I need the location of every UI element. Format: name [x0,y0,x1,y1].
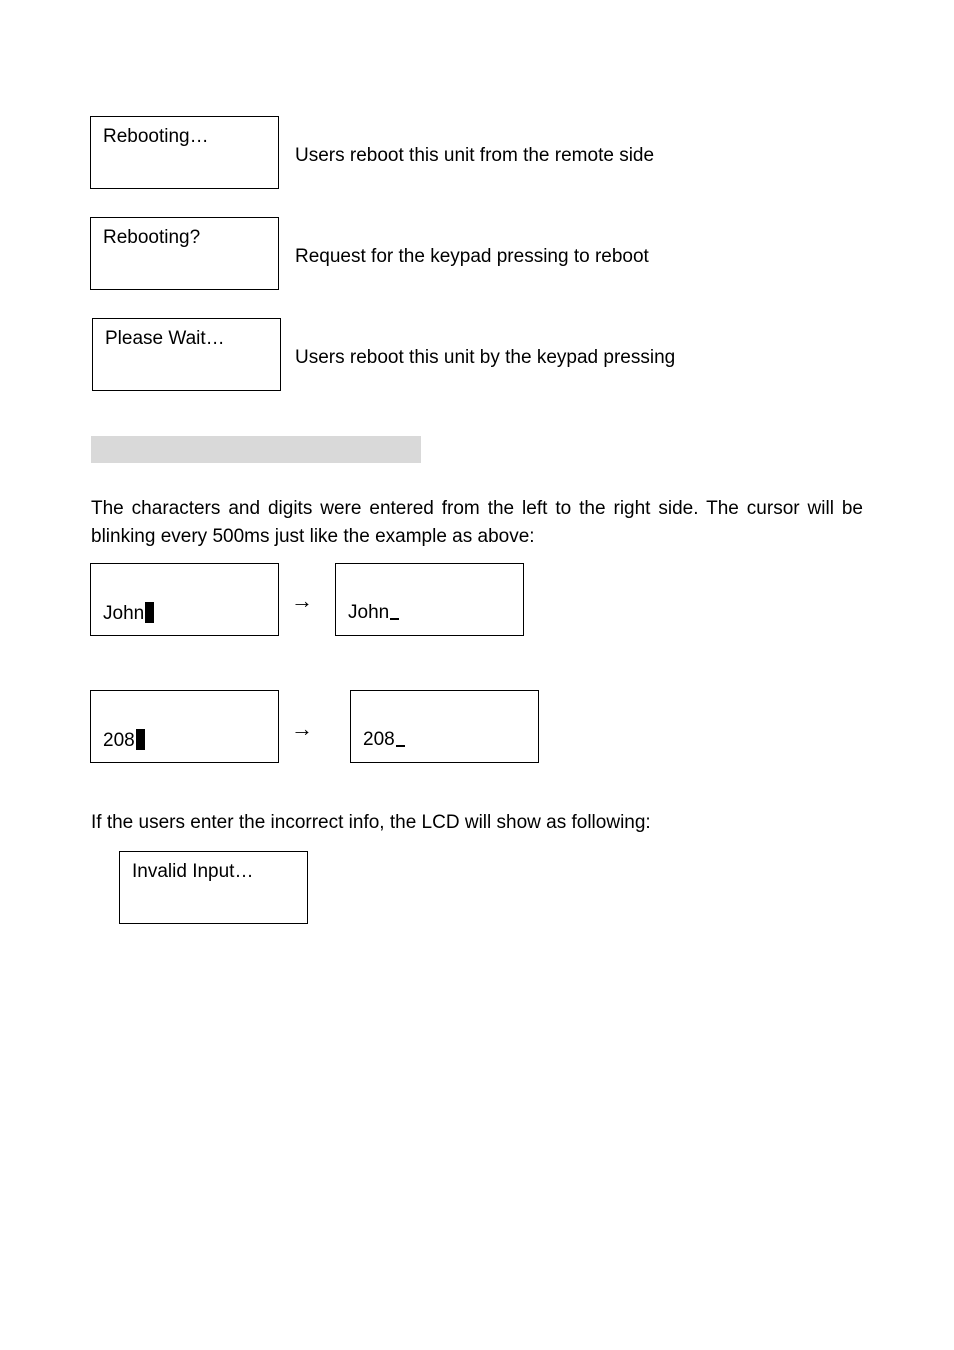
lcd-text: John [103,603,145,624]
underscore-cursor-icon [396,744,405,747]
lcd-text: John [348,602,390,623]
section-heading-bar [91,436,421,463]
lcd-rebooting [90,116,279,189]
description-remote-reboot: Users reboot this unit from the remote side [295,145,655,166]
lcd-rebooting-question [90,217,279,290]
lcd-text: Please Wait… [105,328,225,349]
description-keypad-reboot: Users reboot this unit by the keypad pressing [295,347,676,368]
block-cursor-icon [136,729,145,750]
lcd-208-block-cursor [90,690,279,763]
lcd-208-underscore-cursor [350,690,539,763]
lcd-text: Invalid Input… [132,861,254,882]
lcd-text: Rebooting… [103,126,209,147]
invalid-input-paragraph: If the users enter the incorrect info, the LCD will show as following: [91,812,651,833]
lcd-john-underscore-cursor [335,563,524,636]
block-cursor-icon [145,602,154,623]
lcd-text: 208 [103,730,135,751]
lcd-text: 208 [363,729,395,750]
right-arrow-icon: → [291,716,313,741]
description-request-reboot: Request for the keypad pressing to reboot [295,246,649,267]
lcd-john-block-cursor [90,563,279,636]
underscore-cursor-icon [390,617,399,620]
lcd-text: Rebooting? [103,227,201,248]
lcd-please-wait [92,318,281,391]
right-arrow-icon: → [291,588,313,613]
lcd-invalid-input [119,851,308,924]
cursor-paragraph: The characters and digits were entered from the left to the right side. The cursor will be blinking every 500ms just like the example as above: [91,498,863,547]
